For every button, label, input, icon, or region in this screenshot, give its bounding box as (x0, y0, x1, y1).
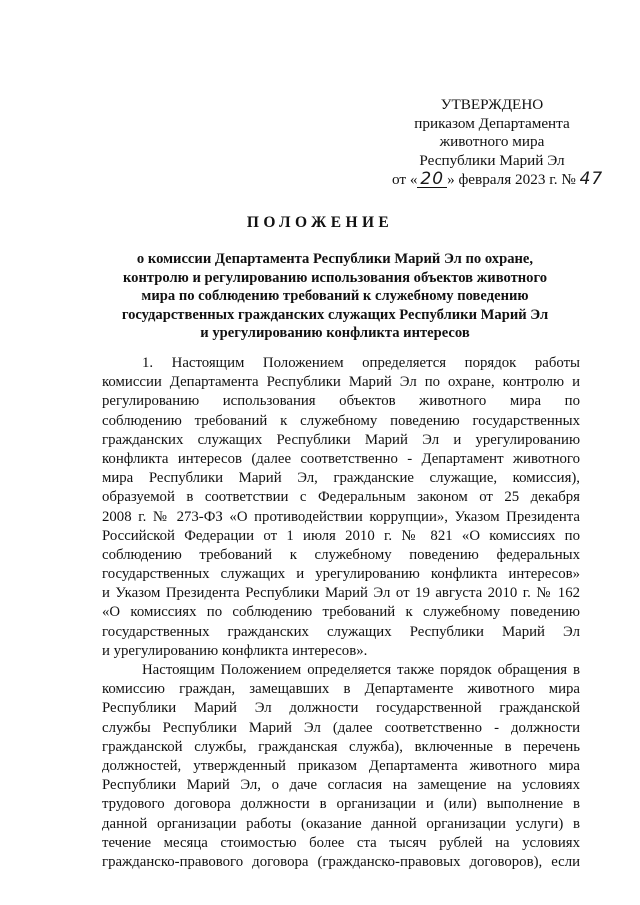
text-line: службы Республики Марий Эл (далее соответственно - должности (102, 719, 580, 736)
text-line: и Указом Президента Республики Марий Эл от 19 августа 2010 г. № 162 (102, 585, 580, 602)
approval-order-line: приказом Департамента (414, 114, 570, 132)
paragraph-1 (102, 354, 580, 661)
text-line: должностей, утвержденный приказом Департамента животного мира (102, 757, 580, 774)
subtitle-line: о комиссии Департамента Республики Марий Эл по охране, (136, 251, 534, 267)
text-line: «О комиссиях по соблюдению требований к служебному поведению (102, 604, 580, 621)
text-line: государственных гражданских служащих Республики Марий Эл (102, 623, 580, 640)
text-line: соблюдению требований к служебному поведению федеральных (102, 546, 580, 563)
subtitle-line: контролю и регулированию использования объектов животного (122, 269, 548, 286)
text-line: данной организации работы (оказание данной организации услуги) в (102, 815, 580, 832)
text-line: Республики Марий Эл, о даче согласия на замещение на условиях (102, 777, 580, 794)
approval-republic-line: Республики Марий Эл (419, 151, 565, 169)
approval-stamp (392, 96, 604, 190)
paragraph-2 (102, 661, 580, 872)
text-line: Российской Федерации от 1 июля 2010 г. № 821 «О комиссиях по (102, 527, 580, 544)
handwritten-number: 47 (579, 169, 604, 190)
approval-title: УТВЕРЖДЕНО (440, 96, 544, 113)
text-line: Республики Марий Эл должности государственной гражданской (102, 700, 580, 717)
approval-department-line: животного мира (439, 133, 545, 151)
text-line: 2008 г. № 273-ФЗ «О противодействии коррупции», Указом Президента (102, 508, 580, 525)
document-heading: ПОЛОЖЕНИЕ (246, 214, 394, 231)
text-line: гражданско-правового договора (гражданско-правовых договоров), если (102, 853, 580, 870)
text-line: государственных служащих и урегулированию конфликта интересов» (102, 566, 580, 583)
subtitle-line: мира по соблюдению требований к служебному поведению (141, 288, 529, 305)
text-line: мира Республики Марий Эл, гражданские служащие, комиссия), (102, 470, 580, 487)
text-line: конфликта интересов (далее соответственно - Департамент животного (102, 450, 580, 467)
text-line: гражданской службы, гражданская служба), включенные в перечень (102, 738, 580, 755)
document-subtitle (100, 250, 570, 343)
text-line: комиссию граждан, замещавших в Департаменте животного мира (102, 681, 580, 698)
text-line: комиссии Департамента Республики Марий Эл по охране, контролю и (102, 374, 580, 391)
date-middle: » февраля 2023 г. № (447, 171, 580, 189)
text-line: течение месяца стоимостью более ста тысяч рублей на условиях (102, 834, 580, 851)
text-line: и урегулированию конфликта интересов». (102, 642, 368, 659)
subtitle-line: государственных гражданских служащих Республики Марий Эл (121, 306, 549, 323)
document-body (102, 354, 580, 872)
subtitle-line: и урегулированию конфликта интересов (200, 325, 470, 342)
text-line: трудового договора должности в организации и (или) выполнение в (102, 796, 580, 813)
text-line: 1. Настоящим Положением определяется порядок работы (142, 355, 580, 371)
text-line: соблюдению требований к служебному поведению государственных (102, 412, 580, 429)
text-line: гражданских служащих Республики Марий Эл и урегулированию (102, 431, 580, 448)
text-line: образуемой в соответствии с Федеральным законом от 25 декабря (102, 489, 580, 506)
text-line: регулированию использования объектов животного мира по (102, 393, 580, 410)
approval-date-line (392, 169, 604, 190)
text-line: Настоящим Положением определяется также порядок обращения в (142, 662, 580, 678)
handwritten-day: 20 (417, 171, 447, 188)
date-prefix: от « (392, 171, 418, 189)
